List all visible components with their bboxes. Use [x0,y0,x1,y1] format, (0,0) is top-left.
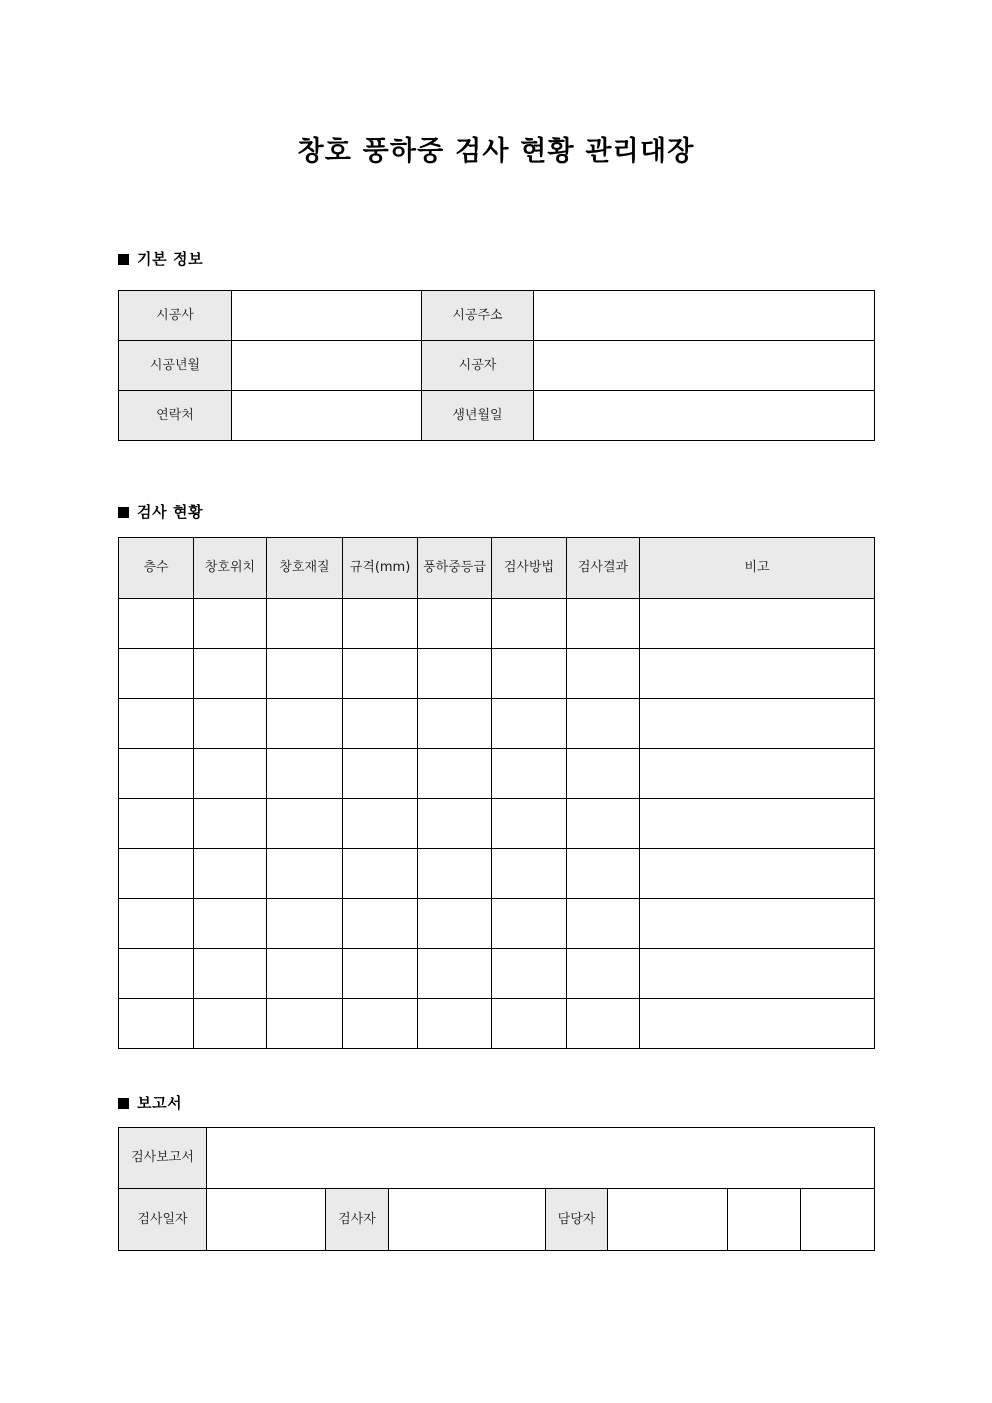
cell-wind-load-grade[interactable] [418,899,492,949]
cell-window-location[interactable] [194,849,267,899]
cell-inspection-method[interactable] [492,899,567,949]
cell-window-material[interactable] [267,749,343,799]
cell-remarks[interactable] [640,749,875,799]
cell-inspection-result[interactable] [567,849,640,899]
basic-info-label-birthdate: 생년월일 [422,391,534,441]
cell-floor[interactable] [119,849,194,899]
table-row [119,749,875,799]
cell-inspection-method[interactable] [492,999,567,1049]
column-header-floor: 층수 [119,538,194,599]
cell-inspection-result[interactable] [567,999,640,1049]
cell-dimensions[interactable] [343,599,418,649]
cell-window-material[interactable] [267,999,343,1049]
section-heading-label: 기본 정보 [137,250,204,268]
basic-info-value-builder[interactable] [534,341,875,391]
cell-inspection-result[interactable] [567,899,640,949]
column-header-remarks: 비고 [640,538,875,599]
report-label-inspection-report: 검사보고서 [119,1128,207,1189]
table-row [119,291,875,341]
cell-dimensions[interactable] [343,999,418,1049]
cell-inspection-result[interactable] [567,699,640,749]
table-row [119,341,875,391]
basic-info-value-contact[interactable] [232,391,422,441]
cell-wind-load-grade[interactable] [418,699,492,749]
basic-info-value-birthdate[interactable] [534,391,875,441]
cell-floor[interactable] [119,999,194,1049]
column-header-wind-load-grade: 풍하중등급 [418,538,492,599]
basic-info-label-construction-date: 시공년월 [119,341,232,391]
column-header-dimensions: 규격(mm) [343,538,418,599]
cell-wind-load-grade[interactable] [418,649,492,699]
cell-inspection-result[interactable] [567,749,640,799]
table-row [119,599,875,649]
cell-window-location[interactable] [194,999,267,1049]
cell-inspection-result[interactable] [567,599,640,649]
cell-inspection-method[interactable] [492,699,567,749]
cell-inspection-method[interactable] [492,599,567,649]
cell-window-material[interactable] [267,949,343,999]
cell-window-location[interactable] [194,749,267,799]
cell-inspection-result[interactable] [567,949,640,999]
page-title: 창호 풍하중 검사 현황 관리대장 [297,136,695,167]
cell-window-material[interactable] [267,849,343,899]
cell-floor[interactable] [119,649,194,699]
basic-info-value-construction-date[interactable] [232,341,422,391]
table-row [119,949,875,999]
cell-window-material[interactable] [267,649,343,699]
cell-wind-load-grade[interactable] [418,599,492,649]
report-table [118,1127,875,1251]
cell-wind-load-grade[interactable] [418,949,492,999]
report-label-manager: 담당자 [546,1189,608,1251]
cell-wind-load-grade[interactable] [418,999,492,1049]
cell-window-material[interactable] [267,599,343,649]
cell-remarks[interactable] [640,899,875,949]
cell-inspection-method[interactable] [492,799,567,849]
column-header-window-material: 창호재질 [267,538,343,599]
cell-remarks[interactable] [640,949,875,999]
cell-remarks[interactable] [640,999,875,1049]
cell-window-location[interactable] [194,649,267,699]
table-row [119,799,875,849]
basic-info-table [118,290,875,441]
basic-info-label-contractor: 시공사 [119,291,232,341]
cell-window-material[interactable] [267,899,343,949]
report-value-inspection-report[interactable] [207,1128,875,1189]
table-row [119,649,875,699]
cell-floor[interactable] [119,899,194,949]
report-value-extra-2[interactable] [801,1189,875,1251]
cell-inspection-result[interactable] [567,799,640,849]
cell-window-material[interactable] [267,799,343,849]
cell-dimensions[interactable] [343,949,418,999]
cell-floor[interactable] [119,799,194,849]
section-heading-label: 보고서 [137,1094,183,1112]
report-value-manager[interactable] [608,1189,728,1251]
table-header-row [119,538,875,599]
cell-floor[interactable] [119,949,194,999]
basic-info-label-site-address: 시공주소 [422,291,534,341]
cell-inspection-method[interactable] [492,749,567,799]
section-heading-basic-info [118,252,203,267]
cell-window-location[interactable] [194,699,267,749]
section-heading-label: 검사 현황 [137,503,204,521]
section-heading-report [118,1096,182,1111]
cell-wind-load-grade[interactable] [418,799,492,849]
cell-floor[interactable] [119,599,194,649]
basic-info-value-site-address[interactable] [534,291,875,341]
inspection-status-body [119,599,875,1049]
cell-floor[interactable] [119,749,194,799]
cell-dimensions[interactable] [343,649,418,699]
cell-dimensions[interactable] [343,699,418,749]
basic-info-value-contractor[interactable] [232,291,422,341]
report-value-inspector[interactable] [389,1189,546,1251]
cell-dimensions[interactable] [343,799,418,849]
inspection-status-table [118,537,875,1049]
table-row [119,899,875,949]
basic-info-label-builder: 시공자 [422,341,534,391]
cell-window-location[interactable] [194,899,267,949]
cell-inspection-result[interactable] [567,649,640,699]
filled-square-bullet-icon [118,1098,129,1109]
cell-remarks[interactable] [640,849,875,899]
table-row [119,1128,875,1189]
column-header-inspection-method: 검사방법 [492,538,567,599]
cell-wind-load-grade[interactable] [418,849,492,899]
cell-dimensions[interactable] [343,849,418,899]
table-row [119,999,875,1049]
cell-remarks[interactable] [640,699,875,749]
cell-inspection-method[interactable] [492,849,567,899]
cell-remarks[interactable] [640,649,875,699]
section-heading-inspection-status [118,505,203,520]
cell-window-location[interactable] [194,599,267,649]
cell-window-location[interactable] [194,949,267,999]
column-header-inspection-result: 검사결과 [567,538,640,599]
cell-dimensions[interactable] [343,749,418,799]
report-value-extra-1[interactable] [728,1189,801,1251]
cell-inspection-method[interactable] [492,649,567,699]
cell-wind-load-grade[interactable] [418,749,492,799]
cell-window-location[interactable] [194,799,267,849]
filled-square-bullet-icon [118,254,129,265]
cell-inspection-method[interactable] [492,949,567,999]
table-row [119,849,875,899]
report-label-inspector: 검사자 [326,1189,389,1251]
cell-floor[interactable] [119,699,194,749]
cell-remarks[interactable] [640,799,875,849]
cell-window-material[interactable] [267,699,343,749]
cell-dimensions[interactable] [343,899,418,949]
basic-info-label-contact: 연락처 [119,391,232,441]
table-row [119,699,875,749]
filled-square-bullet-icon [118,507,129,518]
report-value-inspection-date[interactable] [207,1189,326,1251]
table-row [119,391,875,441]
cell-remarks[interactable] [640,599,875,649]
table-row [119,1189,875,1251]
report-label-inspection-date: 검사일자 [119,1189,207,1251]
column-header-window-location: 창호위치 [194,538,267,599]
